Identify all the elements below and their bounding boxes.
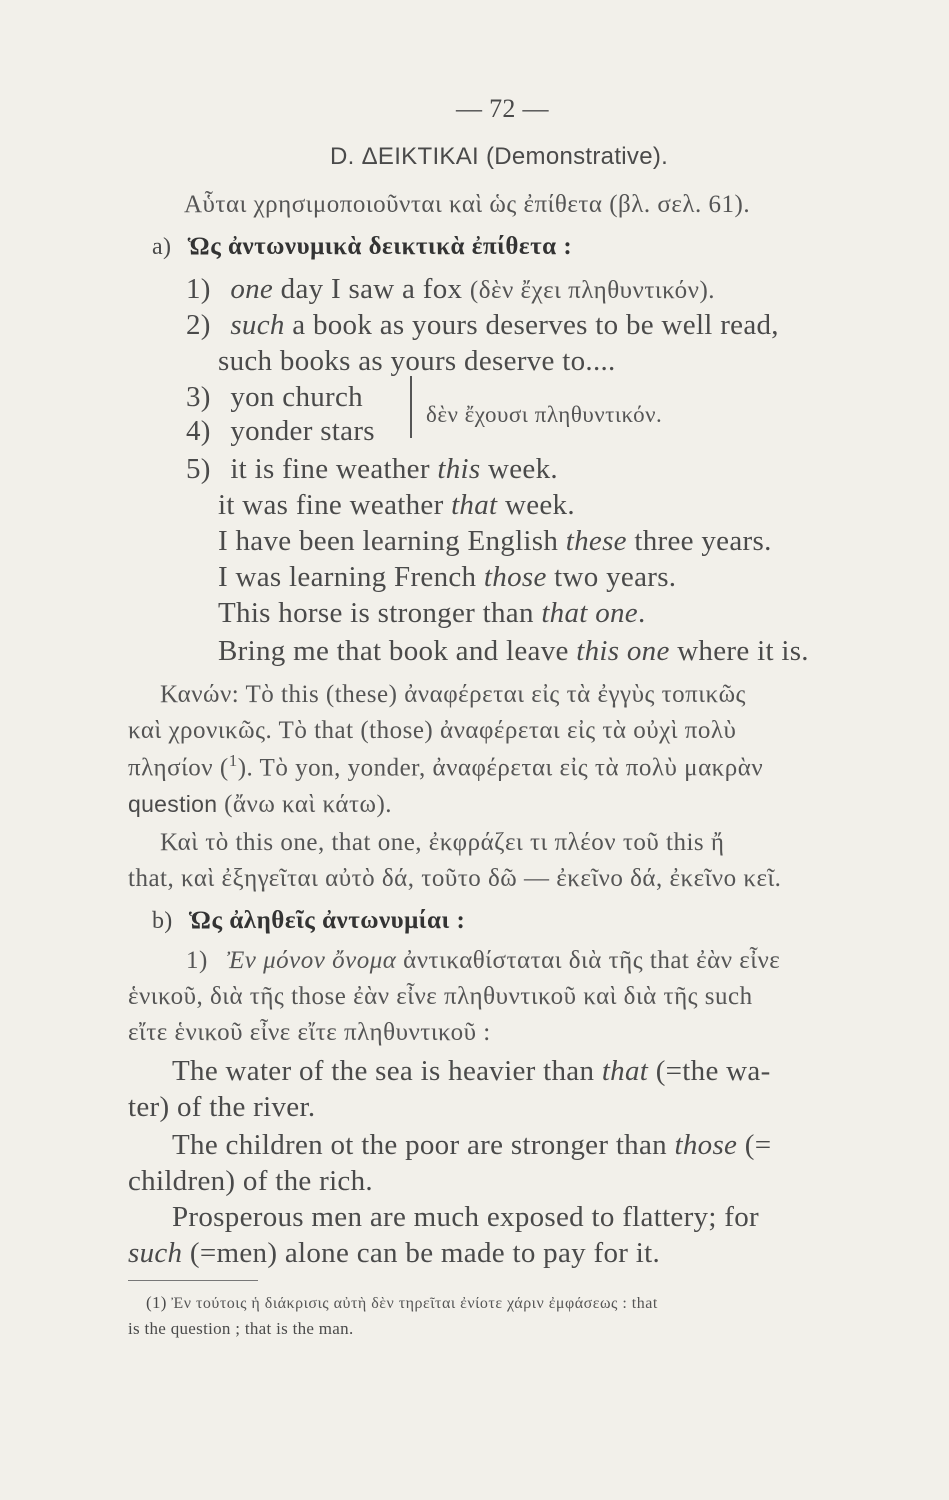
b-example-2: The children ot the poor are stronger than those (= — [172, 1129, 772, 1161]
b1-line-3: εἴτε ἑνικοῦ εἶνε εἴτε πληθυντικοῦ : — [128, 1019, 491, 1046]
rule-line-1: Κανών: Τὸ this (these) ἀναφέρεται εἰς τὰ ἐγγὺς τοπικῶς — [160, 681, 746, 708]
b-example-1-cont: ter) of the river. — [128, 1091, 316, 1123]
b1-number: 1) — [186, 947, 208, 974]
example-3 — [186, 380, 363, 414]
footnote-rule — [128, 1280, 258, 1281]
part-b-title: Ὡς ἀληθεῖς ἀντωνυμίαι : — [188, 907, 466, 934]
example-1-number: 1) — [186, 273, 211, 305]
example-2-text: a book as yours deserves to be well read, — [284, 309, 779, 341]
example-5-s4: I was learning French those two years. — [218, 561, 677, 593]
part-b-label: b) — [152, 908, 173, 934]
example-1-emph: one — [230, 273, 274, 305]
b1-emph: Ἐν μόνον ὄνομα — [226, 947, 397, 974]
example-2-number: 2) — [186, 309, 211, 341]
intro-line: Αὗται χρησιμοποιοῦνται καὶ ὡς ἐπίθετα (βλ. σελ. 61). — [184, 191, 751, 218]
example-5-s6: Bring me that book and leave this one where it is. — [218, 635, 809, 667]
b1-line-2: ἑνικοῦ, διὰ τῆς those ἐὰν εἶνε πληθυντικοῦ καὶ διὰ τῆς such — [128, 983, 753, 1010]
kai-line-2: that, καὶ ἐξηγεῖται αὐτὸ δά, τοῦτο δῶ — ἐκεῖνο δά, ἐκεῖνο κεῖ. — [128, 865, 782, 892]
example-5-s1: it is fine weather this week. — [230, 453, 558, 485]
example-5-s2: it was fine weather that week. — [218, 489, 575, 521]
brace — [410, 376, 416, 438]
example-5-number: 5) — [186, 453, 211, 485]
example-5-s3: I have been learning English these three years. — [218, 525, 772, 557]
example-2-continued: such books as yours deserve to.... — [218, 345, 616, 377]
brace-note: δὲν ἔχουσι πληθυντικόν. — [426, 402, 663, 427]
example-4-text: yonder stars — [230, 415, 375, 447]
part-b-heading — [152, 904, 465, 938]
b-example-2-cont: children) of the rich. — [128, 1165, 373, 1197]
rule-line-2: καὶ χρονικῶς. Τὸ that (those) ἀναφέρεται εἰς τὰ οὐχὶ πολὺ — [128, 717, 737, 744]
footnote-marker: (1) — [146, 1293, 167, 1312]
example-1-text: day I saw a fox — [273, 273, 470, 305]
example-3-text: yon church — [230, 381, 363, 413]
b-example-1: The water of the sea is heavier than that (=the wa- — [172, 1055, 771, 1087]
section-heading: D. ΔΕΙΚΤΙΚΑΙ (Demonstrative). — [330, 143, 669, 170]
example-3-number: 3) — [186, 381, 211, 413]
example-5 — [186, 452, 558, 486]
example-1-note: (δὲν ἔχει πληθυντικόν). — [469, 277, 716, 304]
part-a-title: Ὡς ἀντωνυμικὰ δεικτικὰ ἐπίθετα : — [187, 233, 573, 260]
kai-line-1: Καὶ τὸ this one, that one, ἐκφράζει τι πλέον τοῦ this ἤ — [160, 829, 725, 856]
part-a-heading — [152, 230, 572, 264]
example-2 — [186, 308, 779, 342]
b-example-3: Prosperous men are much exposed to flattery; for — [172, 1201, 759, 1233]
footnote-ref: 1 — [228, 751, 238, 770]
rule-line-4: question (ἄνω καὶ κάτω). — [128, 791, 393, 818]
b1-line-1: 1) Ἐν μόνον ὄνομα ἀντικαθίσταται διὰ τῆς that ἐὰν εἶνε — [186, 947, 781, 974]
example-4 — [186, 414, 375, 448]
footnote-line-1: (1) Ἐν τούτοις ἡ διάκρισις αὐτὴ δὲν τηρεῖται ἐνίοτε χάριν ἐμφάσεως : that — [146, 1293, 658, 1312]
example-2-emph: such — [230, 309, 285, 341]
example-1 — [186, 272, 715, 308]
example-5-s5: This horse is stronger than that one. — [218, 597, 646, 629]
rule-line-3: πλησίον ($^1$). Τὸ yon, yonder, ἀναφέρεται εἰς τὰ πολὺ μακρὰν — [128, 751, 764, 782]
b-example-3-cont: such (=men) alone can be made to pay for it. — [128, 1237, 661, 1269]
example-4-number: 4) — [186, 415, 211, 447]
part-a-label: a) — [152, 234, 172, 260]
page-number: — 72 — — [456, 94, 549, 123]
footnote-line-2: is the question ; that is the man. — [128, 1319, 354, 1338]
